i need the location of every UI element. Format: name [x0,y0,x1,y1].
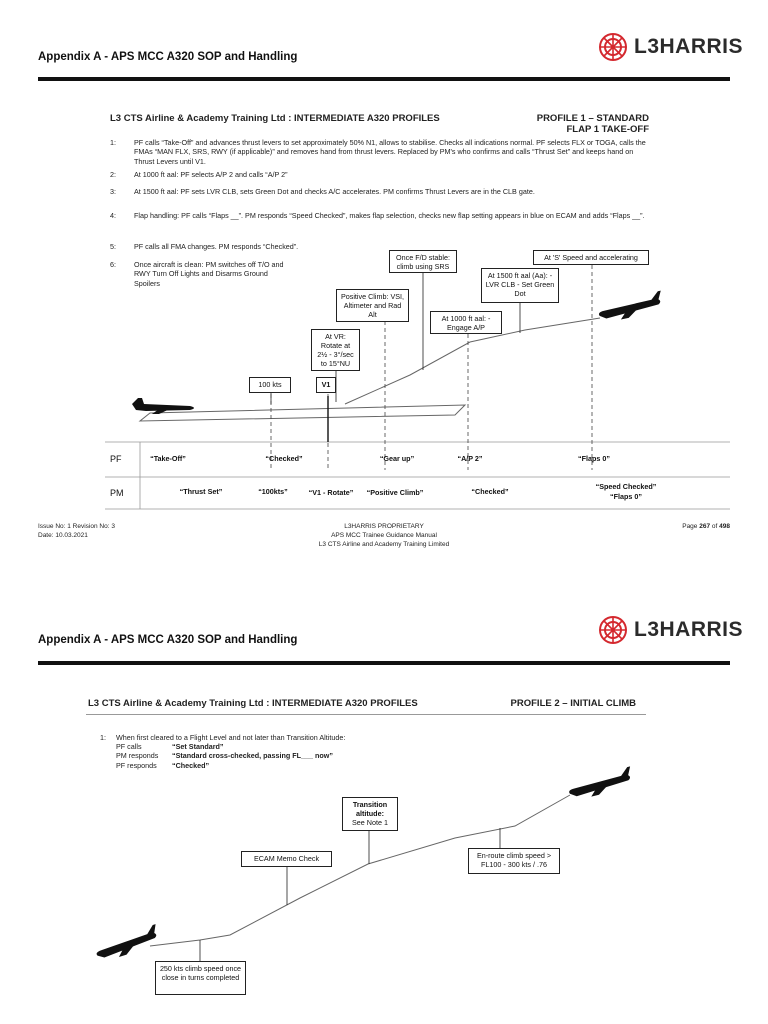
v1-box: V1 [316,377,336,393]
footer-page-num: 267 [699,523,711,530]
100kts-box: 100 kts [249,377,291,393]
ecam-memo-box: ECAM Memo Check [241,851,332,867]
footer-date: Date: 10.03.2021 [38,531,88,539]
pm-call: “Positive Climb” [366,488,424,497]
step-text: PF calls all FMA changes. PM responds “Checked”. [134,242,299,251]
step-text: PF calls “Take-Off” and advances thrust levers to set approximately 50% N1, allows to stabilise. Checks all indications normal. PF selects FLX or TOGA, calls the FMAs “MAN FLX, SRS, RWY (if applicable)” and removes hand from thrust levers. Replaced by PM's who confirms and calls “Thrust Set” and keeps hand on Thrust Levers until V1. [134,138,646,166]
step-num: 5: [110,242,116,251]
at-1500-box: At 1500 ft aal (Aa): - LVR CLB - Set Green Dot [481,268,559,303]
step-text: When first cleared to a Flight Level and not later than Transition Altitude: [116,733,346,742]
positive-climb-box: Positive Climb: VSI, Altimeter and Rad Alt [336,289,409,322]
call-what: “Checked” [172,760,210,770]
step-num: 4: [110,211,116,220]
pf-call: “Checked” [265,454,303,463]
call-who: PF calls [116,742,142,751]
pf-label: PF [110,454,122,464]
enroute-climb-box: En-route climb speed > FL100 - 300 kts / .76 [468,848,560,874]
footer-issue: Issue No: 1 Revision No: 3 [38,523,115,530]
profile-title: L3 CTS Airline & Academy Training Ltd : INTERMEDIATE A320 PROFILES [110,113,440,124]
pm-call: “V1 - Rotate” [308,488,354,497]
at-vr-box: At VR: Rotate at 2½ - 3°/sec to 15°NU [311,329,360,371]
logo-text: L3HARRIS [634,618,744,641]
profile-name: PROFILE 2 – INITIAL CLIMB [510,698,636,709]
pf-call: “Flaps 0” [578,454,610,463]
footer-page-label: Page [682,523,700,530]
pm-call: “100kts” [258,487,288,496]
pm-call: “Thrust Set” [179,487,223,496]
airplane-icon [567,766,635,801]
footer-proprietary: L3HARRIS PROPRIETARY [344,523,424,530]
call-what: “Standard cross-checked, passing FL___ now” [172,751,333,761]
step-text: Once aircraft is clean: PM switches off T/O and RWY Turn Off Lights and Disarms Ground Spoilers [134,260,284,288]
fd-stable-box: Once F/D stable: climb using SRS [389,250,457,273]
pm-call: “Checked” [471,487,509,496]
footer-manual: APS MCC Trainee Guidance Manual [331,531,437,539]
pm-call: “Speed Checked” [595,482,657,491]
250kts-box: 250 kts climb speed once close in turns completed [155,961,246,995]
pm-call: “Flaps 0” [610,492,642,501]
profile-name-line1: PROFILE 1 – STANDARD [536,113,649,124]
pf-call: “A/P 2” [457,454,483,463]
footer-company: L3 CTS Airline and Academy Training Limited [318,540,450,548]
s-speed-box: At 'S' Speed and accelerating [533,250,649,265]
pm-label: PM [110,488,124,498]
step-text: Flap handling: PF calls “Flaps __”. PM responds “Speed Checked”, makes flap selection, checks new flap setting appears in blue on ECAM and adds “Flaps __”. [134,211,645,220]
call-who: PM responds [116,751,159,761]
footer-page-of: of [710,523,720,530]
page1-header-title: Appendix A - APS MCC A320 SOP and Handling [38,51,298,63]
step-num: 1: [100,733,106,742]
airplane-icon [93,924,161,963]
step-text: At 1500 ft aal: PF sets LVR CLB, sets Green Dot and checks A/C accelerates. PM confirms Thrust Levers are in the CLB gate. [134,187,535,196]
step-num: 6: [110,260,116,269]
step-num: 3: [110,187,116,196]
transition-note: See Note 1 [352,818,388,827]
step-text: At 1000 ft aal: PF selects A/P 2 and calls “A/P 2” [134,170,288,179]
page2-header-title: Appendix A - APS MCC A320 SOP and Handling [38,634,298,646]
at-1000-box: At 1000 ft aal: - Engage A/P [430,311,502,334]
pf-call: “Take-Off” [150,454,186,463]
call-who: PF responds [116,760,157,770]
footer-page-total: 498 [719,523,730,530]
call-what: “Set Standard” [172,742,224,751]
profile-title: L3 CTS Airline & Academy Training Ltd : INTERMEDIATE A320 PROFILES [88,698,418,709]
transition-label: Transition altitude: [352,800,388,818]
step-num: 2: [110,170,116,179]
step-num: 1: [110,138,116,147]
pf-call: “Gear up” [379,454,415,463]
profile-name-line2: FLAP 1 TAKE-OFF [566,124,649,135]
transition-altitude-box [342,797,398,831]
logo-text: L3HARRIS [634,35,744,58]
